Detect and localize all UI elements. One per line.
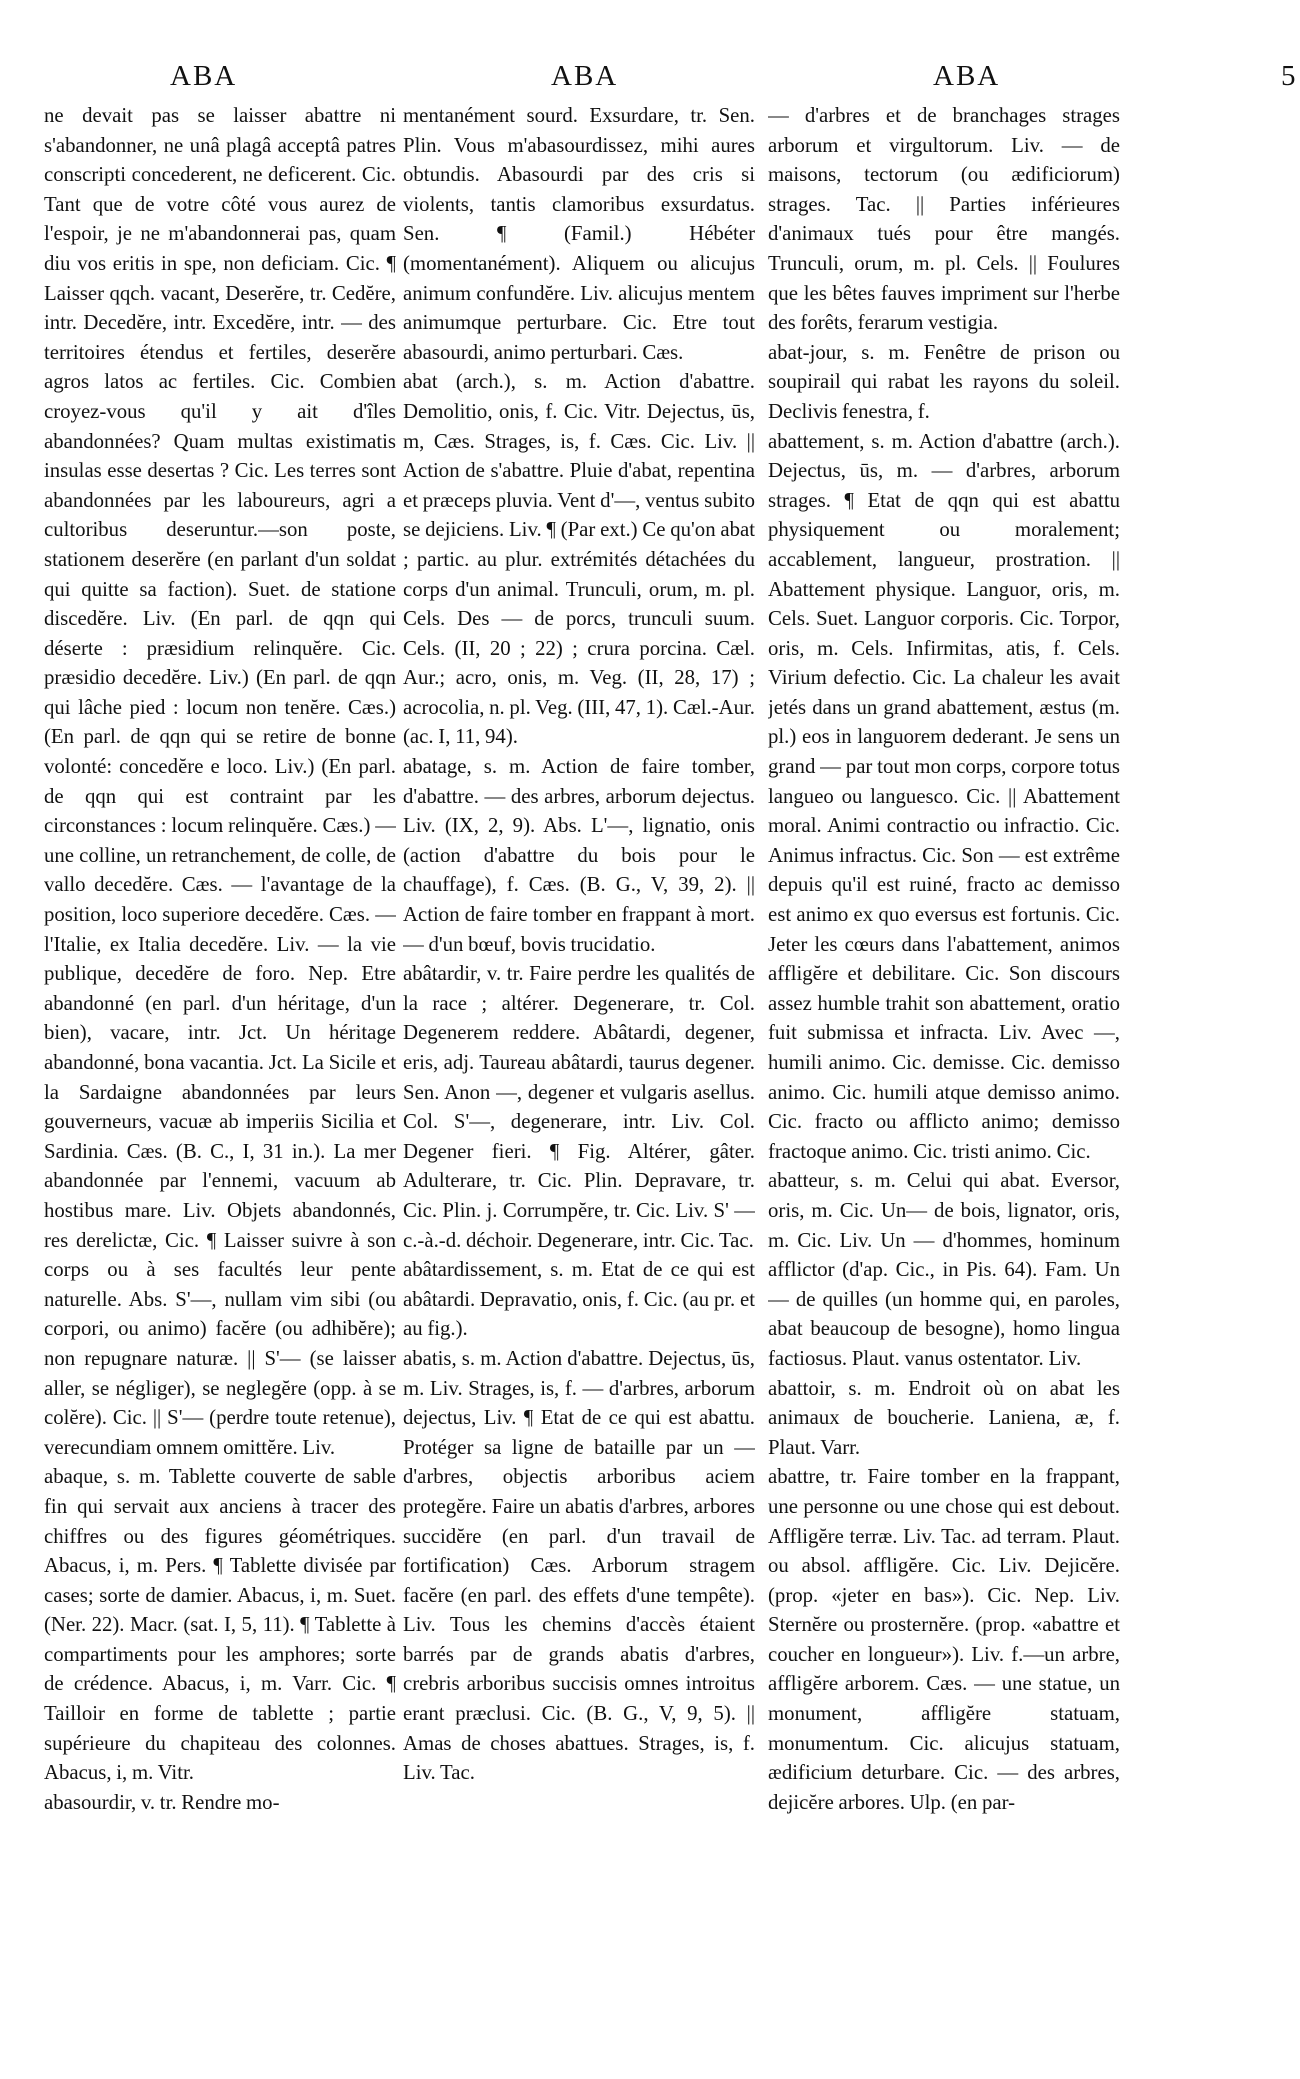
entry-abattoir: abattoir, s. m. Endroit où on abat les animaux de boucherie. Laniena, æ, f. Plaut. Varr. <box>768 1376 1120 1459</box>
column-3 <box>768 101 1120 2066</box>
column-1 <box>44 101 396 2066</box>
page-number: 5 <box>1281 60 1296 92</box>
entry-abatage: abatage, s. m. Action de faire tomber, d'abattre. — des arbres, arborum dejectus. Liv. (IX, 2, 9). Abs. L'—, lignatio, onis (action d'abattre du bois pour le chauffage), f. Cæs. (B. G., V, 39, 2). || Action de faire tomber en frappant à mort. — d'un bœuf, bovis trucidatio. <box>403 755 755 956</box>
entry-abattement: abattement, s. m. Action d'abattre (arch.). Dejectus, ūs, m. — d'arbres, arborum strages. ¶ Etat de qqn qui est abattu physiquement ou moralement; accablement, langueur, prostration. || Abattement physique. Languor, oris, m. Cels. Suet. Languor corporis. Cic. Torpor, oris, m. Cels. Infirmitas, atis, f. Cels. Virium defectio. Cic. La chaleur les avait jetés dans un grand abattement, æstus (m. pl.) eos in languorem dederant. Je sens un grand — par tout mon corps, corpore totus langueo ou languesco. Cic. || Abattement moral. Animi contractio ou infractio. Cic. Animus infractus. Cic. Son — est extrême depuis qu'il est ruiné, fracto ac demisso est animo ex quo eversus est fortunis. Cic. Jeter les cœurs dans l'abattement, animos affligĕre et debilitare. Cic. Son discours assez humble trahit son abattement, oratio fuit submissa et infracta. Liv. Avec —, humili animo. Cic. demisse. Cic. demisso animo. Cic. humili atque demisso animo. Cic. fracto ou afflicto animo; demisso fractoque animo. Cic. tristi animo. Cic. <box>768 429 1120 1163</box>
entry-abasourdir-continued: mentanément sourd. Exsurdare, tr. Sen. Plin. Vous m'abasourdissez, mihi aures obtundis. Abasourdi par des cris si violents, tantis clamoribus exsurdatus. Sen. ¶ (Famil.) Hébéter (momentanément). Aliquem ou alicujus animum confundĕre. Liv. alicujus mentem animumque perturbare. Cic. Etre tout abasourdi, animo perturbari. Cæs. <box>403 104 755 364</box>
entry-abatteur: abatteur, s. m. Celui qui abat. Eversor, oris, m. Cic. Un— de bois, lignator, oris, m. Cic. Liv. Un — d'hommes, hominum afflictor (d'ap. Cic., in Pis. 64). Fam. Un — de quilles (un homme qui, en paroles, abat beaucoup de besogne), homo lingua factiosus. Plaut. vanus ostentator. Liv. <box>768 1169 1120 1370</box>
entry-abat-jour: abat-jour, s. m. Fenêtre de prison ou soupirail qui rabat les rayons du soleil. Declivis fenestra, f. <box>768 340 1120 423</box>
entry-abatis: abatis, s. m. Action d'abattre. Dejectus, ūs, m. Liv. Strages, is, f. — d'arbres, arborum dejectus, Liv. ¶ Etat de ce qui est abattu. Protéger sa ligne de bataille par un — d'arbres, objectis arboribus aciem protegĕre. Faire un abatis d'arbres, arbores succidĕre (en parl. d'un travail de fortification) Cæs. Arborum stragem facĕre (en parl. des effets d'une tempête). Liv. Tous les chemins d'accès étaient barrés par de grands abatis d'arbres, crebris arboribus succisis omnes introitus erant præclusi. Cic. (B. G., V, 9, 5). || Amas de choses abattues. Strages, is, f. Liv. Tac. <box>403 1346 755 1785</box>
running-head-right: ABA <box>933 60 1001 92</box>
entry-abatis-continued: — d'arbres et de branchages strages arborum et virgultorum. Liv. — de maisons, tectorum (ou ædificiorum) strages. Tac. || Parties inférieures d'animaux tués pour être mangés. Trunculi, orum, m. pl. Cels. || Foulures que les bêtes fauves impriment sur l'herbe des forêts, ferarum vestigia. <box>768 104 1120 335</box>
running-head-left: ABA <box>170 60 238 92</box>
entry-abasourdir: abasourdir, v. tr. Rendre mo- <box>44 1790 280 1814</box>
entry-abaque: abaque, s. m. Tablette couverte de sable fin qui servait aux anciens à tracer des chiffres ou des figures géométriques. Abacus, i, m. Pers. ¶ Tablette divisée par cases; sorte de damier. Abacus, i, m. Suet. (Ner. 22). Macr. (sat. I, 5, 11). ¶ Tablette à compartiments pour les amphores; sorte de crédence. Abacus, i, m. Varr. Cic. ¶ Tailloir en forme de tablette ; partie supérieure du chapiteau des colonnes. Abacus, i, m. Vitr. <box>44 1465 396 1785</box>
running-head-center: ABA <box>551 60 619 92</box>
entry-abattre: abattre, tr. Faire tomber en la frappant, une personne ou une chose qui est debout. Affligĕre terræ. Liv. Tac. ad terram. Plaut. ou absol. affligĕre. Cic. Liv. Dejicĕre. (prop. «jeter en bas»). Cic. Nep. Liv. Sternĕre ou prosternĕre. (prop. «abattre et coucher en longueur»). Liv. f.—un arbre, affligĕre arborem. Cæs. — une statue, un monument, affligĕre statuam, monumentum. Cic. alicujus statuam, ædificium deturbare. Cic. — des arbres, dejicĕre arbores. Ulp. (en par- <box>768 1465 1120 1814</box>
column-2 <box>403 101 755 2066</box>
entry-abandonner-continued: ne devait pas se laisser abattre ni s'abandonner, ne unâ plagâ acceptâ patres conscripti concederent, ne deficerent. Cic. Tant que de votre côté vous aurez de l'espoir, je ne m'abandonnerai pas, quam diu vos eritis in spe, non deficiam. Cic. ¶ Laisser qqch. vacant, Deserĕre, tr. Cedĕre, intr. Decedĕre, intr. Excedĕre, intr. — des territoires étendus et fertiles, deserĕre agros latos ac fertiles. Cic. Combien croyez-vous qu'il y ait d'îles abandonnées? Quam multas existimatis insulas esse desertas ? Cic. Les terres sont abandonnées par les laboureurs, agri a cultoribus deseruntur.—son poste, stationem deserĕre (en parlant d'un soldat qui quitte sa faction). Suet. de statione discedĕre. Liv. (En parl. de qqn qui déserte : præsidium relinquĕre. Cic. præsidio decedĕre. Liv.) (En parl. de qqn qui lâche pied : locum non tenĕre. Cæs.) (En parl. de qqn qui se retire de bonne volonté: concedĕre e loco. Liv.) (En parl. de qqn qui est contraint par les circonstances : locum relinquĕre. Cæs.) — une colline, un retranchement, de colle, de vallo decedĕre. Cæs. — l'avantage de la position, loco superiore decedĕre. Cæs. — l'Italie, ex Italia decedĕre. Liv. — la vie publique, decedĕre de foro. Nep. Etre abandonné (en parl. d'un héritage, d'un bien), vacare, intr. Jct. Un héritage abandonné, bona vacantia. Jct. La Sicile et la Sardaigne abandonnées par leurs gouverneurs, vacuæ ab imperiis Siciliа et Sardinia. Cæs. (B. C., I, 31 in.). La mer abandonnée par l'ennemi, vacuum ab hostibus mare. Liv. Objets abandonnés, res derelictæ, Cic. ¶ Laisser suivre à son corps ou à ses facultés leur pente naturelle. Abs. S'—, nullam vim sibi (ou corpori, ou animo) facĕre (ou adhibĕre); non repugnare naturæ. || S'— (se laisser aller, se négliger), se neglegĕre (opp. à se colĕre). Cic. || S'— (perdre toute retenue), verecundiam omnem omittĕre. Liv. <box>44 104 396 1459</box>
entry-abatardir: abâtardir, v. tr. Faire perdre les qualités de la race ; altérer. Degenerare, tr. Col. Degenerem reddere. Abâtardi, degener, eris, adj. Taureau abâtardi, taurus degener. Sen. Anon —, degener et vulgaris asellus. Col. S'—, degenerare, intr. Liv. Col. Degener fieri. ¶ Fig. Altérer, gâter. Adulterare, tr. Cic. Plin. Depravare, tr. Cic. Plin. j. Corrumpĕre, tr. Cic. Liv. S' — c.-à.-d. déchoir. Degenerare, intr. Cic. Tac. <box>403 962 755 1252</box>
entry-abat: abat (arch.), s. m. Action d'abattre. Demolitio, onis, f. Cic. Vitr. Dejectus, ūs, m, Cæs. Strages, is, f. Cæs. Cic. Liv. || Action de s'abattre. Pluie d'abat, repentina et præceps pluvia. Vent d'—, ventus subito se dejiciens. Liv. ¶ (Par ext.) Ce qu'on abat ; partic. au plur. extrémités détachées du corps d'un animal. Trunculi, orum, m. pl. Cels. Des — de porcs, trunculi suum. Cels. (II, 20 ; 22) ; crura porcina. Cæl. Aur.; acro, onis, m. Veg. (II, 28, 17) ; acrocolia, n. pl. Veg. (III, 47, 1). Cæl.-Aur. (ac. I, 11, 94). <box>403 370 755 749</box>
entry-abatardissement: abâtardissement, s. m. Etat de ce qui est abâtardi. Depravatio, onis, f. Cic. (au pr. et au fig.). <box>403 1258 755 1341</box>
